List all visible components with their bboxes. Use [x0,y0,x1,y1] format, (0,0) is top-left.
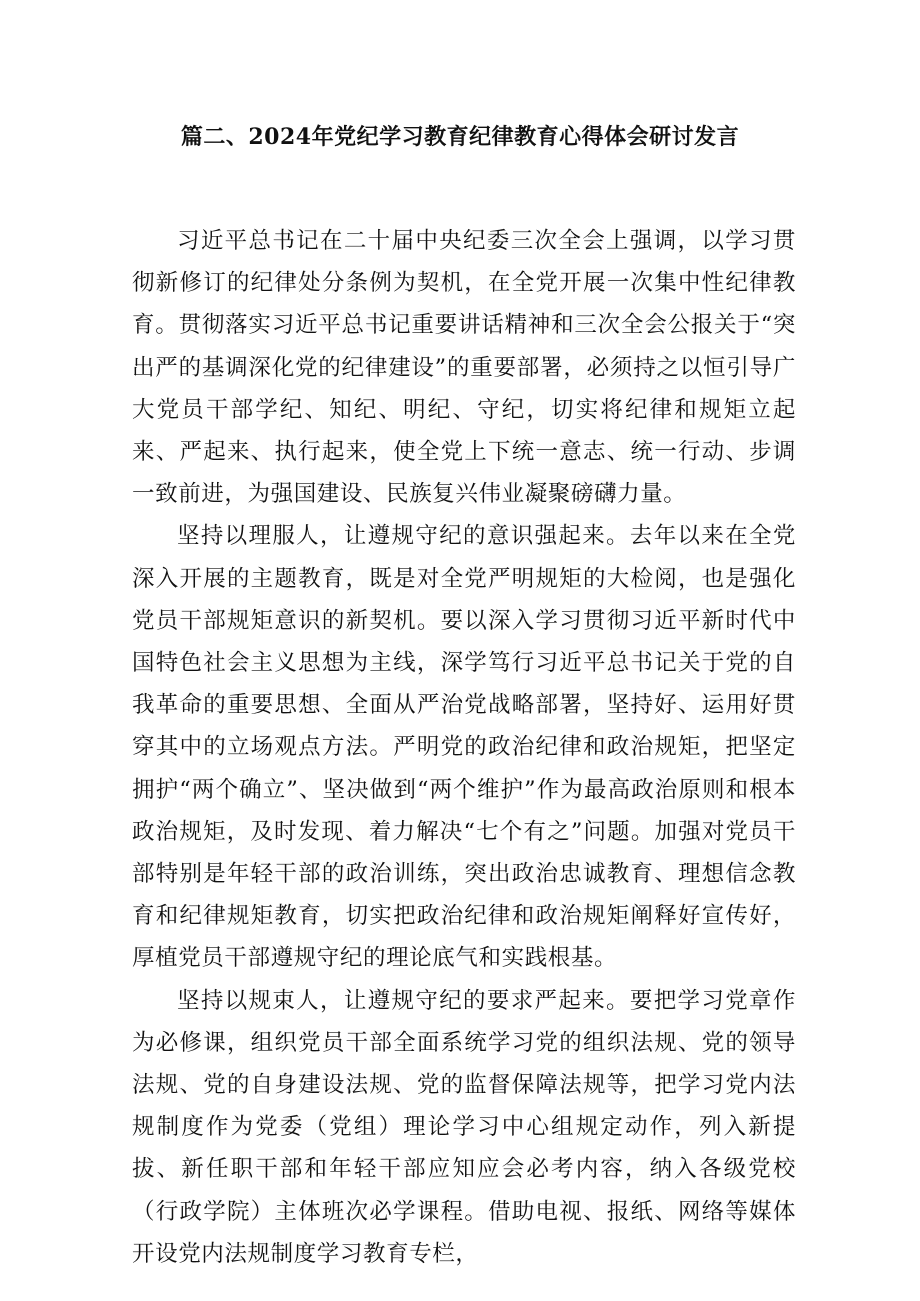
paragraph-1: 习近平总书记在二十届中央纪委三次全会上强调，以学习贯彻新修订的纪律处分条例为契机，在全党开展一次集中性纪律教育。贯彻落实习近平总书记重要讲话精神和三次全会公报关于“突出严的基调深化党的纪律建设”的重要部署，必须持之以恒引导广大党员干部学纪、知纪、明纪、守纪，切实将纪律和规矩立起来、严起来、执行起来，使全党上下统一意志、统一行动、步调一致前进，为强国建设、民族复兴伟业凝聚磅礴力量。 [132,228,796,508]
document-title: 篇二、2024年党纪学习教育纪律教育心得体会研讨发言 [180,124,740,150]
paragraph-2: 坚持以理服人，让遵规守纪的意识强起来。去年以来在全党深入开展的主题教育，既是对全党严明规矩的大检阅，也是强化党员干部规矩意识的新契机。要以深入学习贯彻习近平新时代中国特色社会主义思想为主线，深学笃行习近平总书记关于党的自我革命的重要思想、全面从严治党战略部署，坚持好、运用好贯穿其中的立场观点方法。严明党的政治纪律和政治规矩，把坚定拥护“两个确立”、坚决做到“两个维护”作为最高政治原则和根本政治规矩，及时发现、着力解决“七个有之”问题。加强对党员干部特别是年轻干部的政治训练，突出政治忠诚教育、理想信念教育和纪律规矩教育，切实把政治纪律和政治规矩阐释好宣传好，厚植党员干部遵规守纪的理论底气和实践根基。 [132,523,796,972]
document-body [132,220,796,1275]
paragraph-3: 坚持以规束人，让遵规守纪的要求严起来。要把学习党章作为必修课，组织党员干部全面系统学习党的组织法规、党的领导法规、党的自身建设法规、党的监督保障法规等，把学习党内法规制度作为党委（党组）理论学习中心组规定动作，列入新提拔、新任职干部和年轻干部应知应会必考内容，纳入各级党校（行政学院）主体班次必学课程。借助电视、报纸、网络等媒体开设党内法规制度学习教育专栏， [132,987,796,1267]
